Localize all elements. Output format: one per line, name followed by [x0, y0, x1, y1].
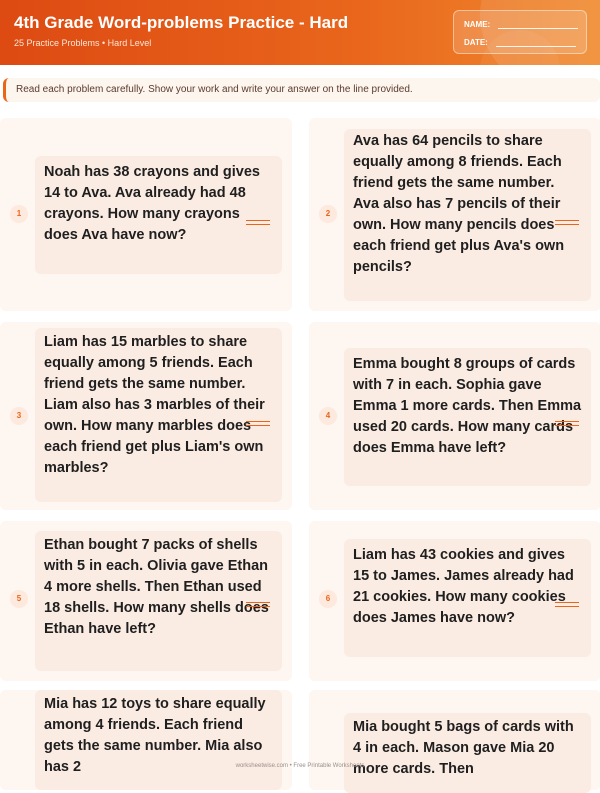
- answer-line[interactable]: [246, 220, 270, 225]
- problem-number: 1: [10, 205, 28, 223]
- problem-text: Liam has 15 marbles to share equally among 5 friends. Each friend gets the same number. Liam also has 3 marbles of their own. How many marbles does each friend get plus Liam's own marbles?: [35, 328, 282, 502]
- problem-card: [309, 322, 600, 510]
- problem-number: 4: [319, 407, 337, 425]
- problem-card: [0, 322, 292, 510]
- answer-line[interactable]: [555, 220, 579, 225]
- page-footer: worksheetwise.com • Free Printable Worksheets: [235, 763, 365, 769]
- problem-text: Ethan bought 7 packs of shells with 5 in each. Olivia gave Ethan 4 more shells. Then Ethan used 18 shells. How many shells does Ethan have left?: [35, 531, 282, 671]
- instructions-banner: Read each problem carefully. Show your work and write your answer on the line provided.: [3, 78, 600, 102]
- problem-card: [0, 521, 292, 681]
- problem-card: [309, 118, 600, 311]
- problem-card: [0, 690, 292, 790]
- name-line: [498, 19, 578, 29]
- problem-text: Liam has 43 cookies and gives 15 to James. James already had 21 cookies. How many cookies does James have now?: [344, 539, 591, 657]
- problem-number: 5: [10, 590, 28, 608]
- name-label: NAME:: [464, 20, 491, 29]
- date-line: [496, 37, 576, 47]
- problem-text: Emma bought 8 groups of cards with 7 in each. Sophia gave Emma 1 more cards. Then Emma used 20 cards. How many cards does Emma have left?: [344, 348, 591, 486]
- worksheet-title: 4th Grade Word-problems Practice - Hard: [14, 13, 349, 32]
- problem-text: Mia bought 5 bags of cards with 4 in each. Mason gave Mia 20 more cards. Then: [344, 713, 591, 793]
- date-label: DATE:: [464, 38, 488, 47]
- problem-text: Noah has 38 crayons and gives 14 to Ava. Ava already had 48 crayons. How many crayons does Ava have now?: [35, 156, 282, 274]
- problem-text: Mia has 12 toys to share equally among 4 friends. Each friend gets the same number. Mia also has 2: [35, 690, 282, 790]
- problem-card: [0, 118, 292, 311]
- answer-line[interactable]: [555, 421, 579, 426]
- problem-card: [309, 690, 600, 790]
- problem-number: 2: [319, 205, 337, 223]
- problem-card: [309, 521, 600, 681]
- answer-line[interactable]: [555, 602, 579, 607]
- problem-number: 3: [10, 407, 28, 425]
- problem-number: 6: [319, 590, 337, 608]
- problem-text: Ava has 64 pencils to share equally among 8 friends. Each friend gets the same number. Ava also has 7 pencils of their own. How many pencils does each friend get plus Ava's own pencils?: [344, 129, 591, 301]
- answer-line[interactable]: [246, 602, 270, 607]
- worksheet-subtitle: 25 Practice Problems • Hard Level: [14, 38, 152, 48]
- worksheet-header: [0, 0, 600, 65]
- answer-line[interactable]: [246, 421, 270, 426]
- name-date-box: [453, 10, 587, 54]
- date-field: [464, 37, 576, 47]
- name-field: [464, 19, 578, 29]
